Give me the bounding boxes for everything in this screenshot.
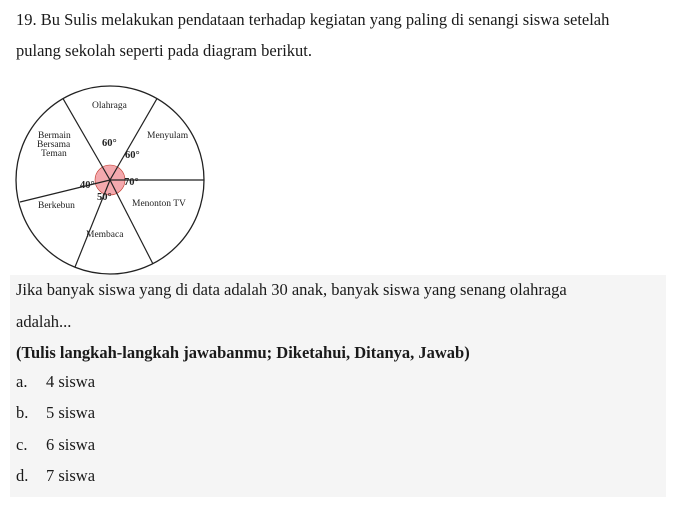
label-membaca: Membaca: [86, 230, 124, 240]
option-text: 7 siswa: [46, 466, 96, 485]
label-menonton: Menonton TV: [132, 199, 186, 209]
option-letter: a.: [16, 372, 28, 391]
option-letter: c.: [16, 435, 28, 454]
angle-label-60-b: 60°: [125, 150, 140, 161]
angle-label-50: 50°: [97, 192, 112, 203]
question-text-line-2: pulang sekolah seperti pada diagram berikut.: [16, 41, 312, 60]
label-menyulam: Menyulam: [147, 131, 189, 141]
label-bermain-3: Teman: [41, 149, 67, 159]
option-text: 6 siswa: [46, 435, 96, 454]
label-berkebun: Berkebun: [38, 201, 75, 211]
question-text-line-1: 19. Bu Sulis melakukan pendataan terhadap kegiatan yang paling di senangi siswa setelah: [16, 10, 610, 29]
label-olahraga: Olahraga: [92, 101, 127, 111]
option-letter: d.: [16, 466, 29, 485]
option-a[interactable]: [16, 372, 95, 392]
angle-label-60-a: 60°: [102, 138, 117, 149]
answer-panel: [10, 275, 666, 497]
option-c[interactable]: [16, 435, 95, 455]
option-letter: b.: [16, 403, 29, 422]
angle-label-40: 40°: [80, 180, 95, 191]
option-text: 5 siswa: [46, 403, 96, 422]
problem-text-line-2: adalah...: [16, 312, 72, 331]
option-text: 4 siswa: [46, 372, 96, 391]
instruction-text: (Tulis langkah-langkah jawabanmu; Diketahui, Ditanya, Jawab): [16, 343, 470, 362]
angle-label-70: 70°: [124, 177, 139, 188]
pie-diagram: [10, 80, 210, 280]
label-bermain-1: Bermain: [38, 131, 71, 141]
label-bermain-2: Bersama: [37, 140, 71, 150]
option-b[interactable]: [16, 403, 95, 423]
problem-text-line-1: Jika banyak siswa yang di data adalah 30 anak, banyak siswa yang senang olahraga: [16, 280, 567, 299]
option-d[interactable]: [16, 466, 95, 486]
